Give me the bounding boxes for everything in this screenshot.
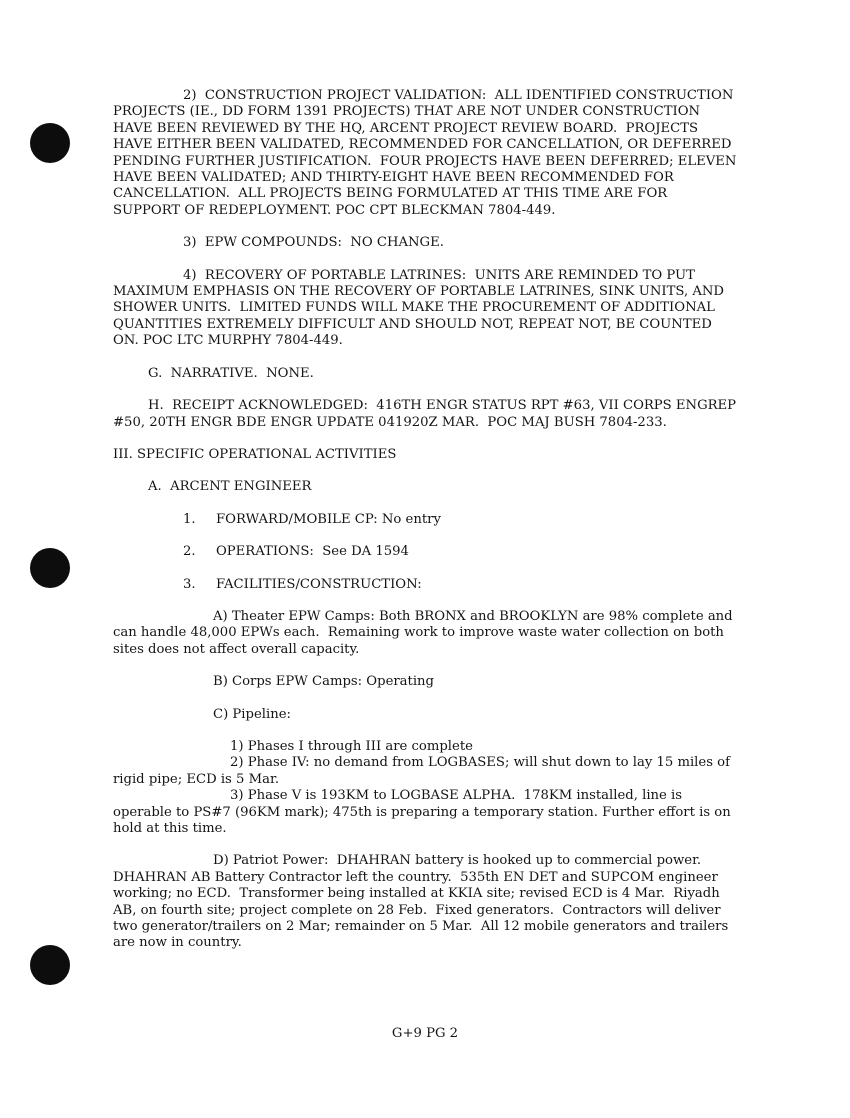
paragraph-construction-validation: 2) CONSTRUCTION PROJECT VALIDATION: ALL IDENTIFIED CONSTRUCTION PROJECTS (IE., DD FORM 1391 PROJECTS) THAT ARE NOT UNDER CONSTRUCTION HAVE BEEN REVIEWED BY THE HQ, ARCENT PROJECT REVIEW BOARD. PROJECTS HAVE EITHER BEEN VALIDATED, RECOMMENDED FOR CANCELLATION, OR DEFERRED PENDING FURTHER JUSTIFICATION. FOUR PROJECTS HAVE BEEN DEFERRED; ELEVEN HAVE BEEN VALIDATED; AND THIRTY-EIGHT HAVE BEEN RECOMMENDED FOR CANCELLATION. ALL PROJECTS BEING FORMULATED AT THIS TIME ARE FOR SUPPORT OF REDEPLOYMENT. POC CPT BLECKMAN 7804-449. <box>113 88 741 218</box>
paragraph-narrative: G. NARRATIVE. NONE. <box>148 365 314 381</box>
paragraph-epw-compounds: 3) EPW COMPOUNDS: NO CHANGE. <box>183 235 444 251</box>
binder-hole-top <box>30 123 70 163</box>
list-item-forward-cp: 1. FORWARD/MOBILE CP: No entry <box>183 511 441 527</box>
list-item-facilities: 3. FACILITIES/CONSTRUCTION: <box>183 576 422 592</box>
list-item-operations: 2. OPERATIONS: See DA 1594 <box>183 544 409 560</box>
binder-hole-bottom <box>30 945 70 985</box>
subparagraph-corps-epw-camps: B) Corps EPW Camps: Operating <box>213 674 434 690</box>
binder-hole-middle <box>30 548 70 588</box>
subparagraph-patriot-power: D) Patriot Power: DHAHRAN battery is hooked up to commercial power. DHAHRAN AB Battery Contractor left the country. 535th EN DET and SUPCOM engineer working; no ECD. Transformer being installed at KKIA site; revised ECD is 4 Mar. Riyadh AB, on fourth site; project complete on 28 Feb. Fixed generators. Contractors will deliver two generator/trailers on 2 Mar; remainder on 5 Mar. All 12 mobile generators and trailers are now in country. <box>113 853 733 951</box>
subparagraph-pipeline: C) Pipeline: <box>213 706 291 722</box>
section-heading-arcent-engineer: A. ARCENT ENGINEER <box>148 479 312 495</box>
page-footer: G+9 PG 2 <box>391 1026 459 1041</box>
paragraph-receipt-acknowledged: H. RECEIPT ACKNOWLEDGED: 416TH ENGR STATUS RPT #63, VII CORPS ENGREP #50, 20TH ENGR BDE ENGR UPDATE 041920Z MAR. POC MAJ BUSH 7804-233. <box>113 398 741 430</box>
section-heading-iii: III. SPECIFIC OPERATIONAL ACTIVITIES <box>113 446 397 462</box>
pipeline-item-phase-4: 2) Phase IV: no demand from LOGBASES; will shut down to lay 15 miles of rigid pipe; ECD is 5 Mar. <box>113 755 735 787</box>
subparagraph-theater-epw-camps: A) Theater EPW Camps: Both BRONX and BROOKLYN are 98% complete and can handle 48,000 EPWs each. Remaining work to improve waste water collection on both sites does not affect overall capacity. <box>113 608 737 657</box>
pipeline-item-phases-1-3: 1) Phases I through III are complete <box>230 738 473 754</box>
pipeline-item-phase-5: 3) Phase V is 193KM to LOGBASE ALPHA. 178KM installed, line is operable to PS#7 (96KM mark); 475th is preparing a temporary station. Further effort is on hold at this time. <box>113 788 735 836</box>
document-page <box>113 88 741 952</box>
paragraph-portable-latrines: 4) RECOVERY OF PORTABLE LATRINES: UNITS ARE REMINDED TO PUT MAXIMUM EMPHASIS ON THE RECOVERY OF PORTABLE LATRINES, SINK UNITS, AND SHOWER UNITS. LIMITED FUNDS WILL MAKE THE PROCUREMENT OF ADDITIONAL QUANTITIES EXTREMELY DIFFICULT AND SHOULD NOT, REPEAT NOT, BE COUNTED ON. POC LTC MURPHY 7804-449. <box>113 267 729 349</box>
